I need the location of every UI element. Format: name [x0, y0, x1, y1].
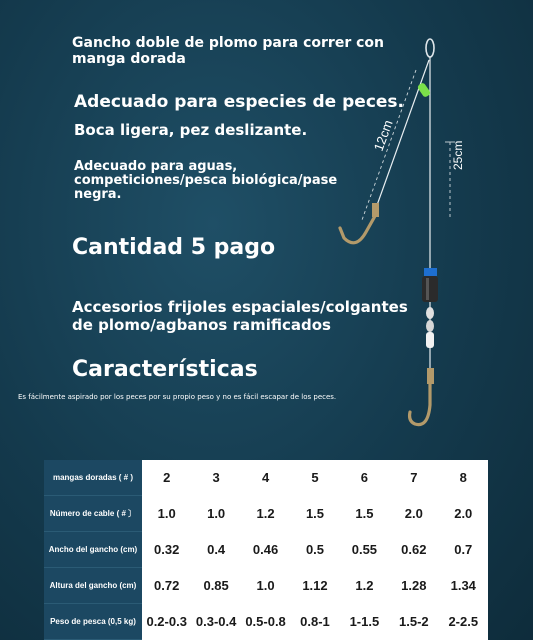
table-cell: 0.2-0.3 — [142, 604, 191, 640]
table-cell: 1.34 — [439, 568, 488, 604]
table-cell: 1.5 — [340, 496, 389, 532]
table-cell: 0.62 — [389, 532, 438, 568]
table-cell: 1.28 — [389, 568, 438, 604]
green-bead — [417, 82, 432, 98]
lower-hook — [410, 368, 434, 425]
dimension-12cm — [362, 70, 416, 220]
sinker — [422, 268, 438, 302]
features-note: Es fácilmente aspirado por los peces por su propio peso y no es fácil escapar de los peces. — [18, 393, 337, 401]
table-cell: 2.0 — [439, 496, 488, 532]
spec-table — [44, 460, 488, 640]
table-cell: 2 — [142, 460, 191, 496]
table-cell: 0.72 — [142, 568, 191, 604]
accessories-text: Accesorios frijoles espaciales/colgantes de plomo/agbanos ramificados — [72, 298, 408, 334]
table-cell: 1.0 — [191, 496, 240, 532]
fishing-rig-illustration — [320, 30, 500, 440]
table-cell: 0.3-0.4 — [191, 604, 240, 640]
quantity-heading: Cantidad 5 pago — [72, 235, 276, 260]
upper-hook — [340, 203, 379, 243]
dimension-25cm-label: 25cm — [451, 140, 465, 170]
row-label: Altura del gancho (cm) — [44, 568, 142, 604]
table-row — [44, 460, 488, 496]
table-cell: 1.0 — [241, 568, 290, 604]
table-row — [44, 568, 488, 604]
table-cell: 0.8-1 — [290, 604, 339, 640]
table-cell: 0.32 — [142, 532, 191, 568]
table-cell: 1-1.5 — [340, 604, 389, 640]
row-label: Peso de pesca (0,5 kg) — [44, 604, 142, 640]
row-label: Ancho del gancho (cm) — [44, 532, 142, 568]
table-cell: 2.0 — [389, 496, 438, 532]
table-cell: 1.5-2 — [389, 604, 438, 640]
table-cell: 1.0 — [142, 496, 191, 532]
table-cell: 0.7 — [439, 532, 488, 568]
table-row — [44, 496, 488, 532]
table-cell: 1.2 — [241, 496, 290, 532]
table-cell: 5 — [290, 460, 339, 496]
table-cell: 0.5-0.8 — [241, 604, 290, 640]
connector-beads — [426, 307, 434, 348]
table-cell: 2-2.5 — [439, 604, 488, 640]
table-cell: 7 — [389, 460, 438, 496]
table-cell: 4 — [241, 460, 290, 496]
product-title: Gancho doble de plomo para correr con manga dorada — [72, 35, 384, 67]
table-cell: 0.4 — [191, 532, 240, 568]
top-loop — [426, 39, 434, 57]
row-label: mangas doradas ( # ) — [44, 460, 142, 496]
table-cell: 1.2 — [340, 568, 389, 604]
table-cell: 1.12 — [290, 568, 339, 604]
table-row — [44, 532, 488, 568]
mouth-text: Boca ligera, pez deslizante. — [74, 121, 308, 139]
table-cell: 1.5 — [290, 496, 339, 532]
suitable-heading: Adecuado para especies de peces. — [74, 92, 405, 112]
waters-text: Adecuado para aguas, competiciones/pesca biológica/pase negra. — [74, 159, 338, 202]
table-cell: 6 — [340, 460, 389, 496]
features-heading: Características — [72, 357, 258, 382]
table-cell: 8 — [439, 460, 488, 496]
dimension-12cm-label: 12cm — [370, 118, 396, 154]
table-cell: 0.46 — [241, 532, 290, 568]
table-cell: 0.85 — [191, 568, 240, 604]
row-label: Número de cable ( # 〕 — [44, 496, 142, 532]
table-cell: 0.5 — [290, 532, 339, 568]
table-cell: 3 — [191, 460, 240, 496]
table-cell: 0.55 — [340, 532, 389, 568]
table-row — [44, 604, 488, 640]
